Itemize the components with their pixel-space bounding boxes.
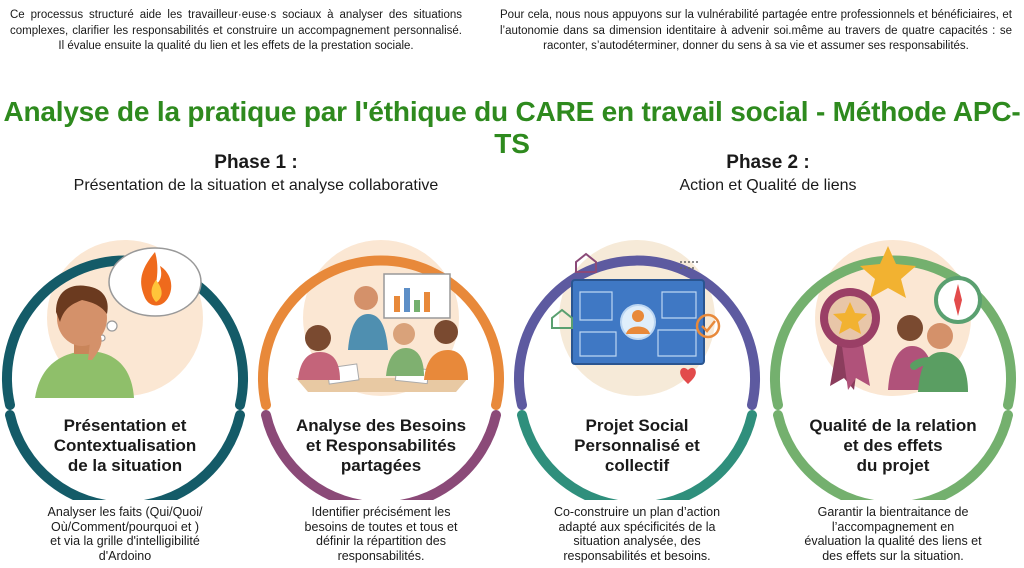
step-2-desc-line: définir la répartition des — [316, 534, 446, 548]
step-card-3 — [512, 200, 762, 568]
step-2-title — [281, 416, 481, 476]
main-title: Analyse de la pratique par l'éthique du CARE en travail social - Méthode APC-TS — [3, 96, 1021, 159]
phase-2-header — [512, 151, 1024, 196]
step-1-title-line: Présentation et — [63, 416, 187, 435]
phase-2-title: Phase 2 : — [726, 152, 810, 173]
step-2-desc-line: Identifier précisément les — [311, 505, 451, 519]
step-card-4 — [768, 200, 1018, 568]
step-2-desc-line: responsabilités. — [337, 548, 425, 563]
step-2-title-line: Analyse des Besoins — [295, 416, 467, 435]
step-1-desc-line: Où/Comment/pourquoi et ) — [51, 519, 199, 534]
step-3-description — [522, 505, 752, 563]
step-1-title — [25, 416, 225, 476]
step-4-title — [793, 416, 993, 476]
step-1-title-line: Contextualisation — [53, 436, 197, 455]
phase-1-header — [0, 151, 512, 196]
phase-1-subtitle: Présentation de la situation et analyse collaborative — [73, 177, 439, 194]
intro-left-text: Ce processus structuré aide les travailleur·euse·s sociaux à analyser des situations complexes, clarifier les responsabilités et construire un accompagnement personnalisé. Il évalue ensuite la qualité du lien et les effets de la prestation sociale. — [10, 9, 462, 52]
step-3-desc-line: Co-construire un plan d’action — [553, 505, 721, 519]
step-4-desc-line: des effets sur la situation. — [822, 548, 964, 563]
step-2-description — [266, 505, 496, 563]
step-3-title-line: collectif — [604, 456, 670, 475]
step-1-title-line: de la situation — [67, 456, 183, 475]
step-3-desc-line: responsabilités et besoins. — [563, 548, 711, 563]
phase-2-subtitle: Action et Qualité de liens — [679, 177, 857, 194]
step-4-desc-line: évaluation la qualité des liens et — [804, 534, 982, 548]
step-4-description — [778, 505, 1008, 563]
step-3-desc-line: situation analysée, des — [573, 534, 701, 548]
step-4-title-line: du projet — [856, 456, 930, 475]
step-2-desc-line: besoins de toutes et tous et — [304, 519, 458, 534]
step-1-desc-line: d'Ardoino — [98, 548, 152, 563]
phase-1-title: Phase 1 : — [214, 152, 298, 173]
step-4-desc-line: Garantir la bientraitance de — [817, 505, 969, 519]
step-3-title-line: Projet Social — [585, 416, 689, 435]
step-1-description — [10, 505, 240, 563]
step-3-desc-line: adapté aux spécificités de la — [558, 519, 716, 534]
step-card-2 — [256, 200, 506, 568]
step-card-1 — [0, 200, 250, 568]
step-4-title-line: Qualité de la relation — [809, 416, 977, 435]
step-4-desc-line: l’accompagnement en — [831, 519, 955, 534]
step-3-title-line: Personnalisé et — [574, 436, 700, 455]
step-1-desc-line: et via la grille d'intelligibilité — [50, 534, 200, 548]
step-4-title-line: et des effets — [843, 436, 943, 455]
step-2-title-line: et Responsabilités — [305, 436, 457, 455]
step-2-title-line: partagées — [340, 456, 422, 475]
step-3-title — [537, 416, 737, 476]
step-1-desc-line: Analyser les faits (Qui/Quoi/ — [47, 505, 203, 519]
intro-right-text: Pour cela, nous nous appuyons sur la vulnérabilité partagée entre professionnels et bénéficiaires, et l’autonomie dans sa dimension identitaire à advenir soi.même au travers de quatre capacités : se raconter, s’autodéterminer, donner du sens à sa vie et assumer ses responsabilités. — [500, 9, 1012, 52]
